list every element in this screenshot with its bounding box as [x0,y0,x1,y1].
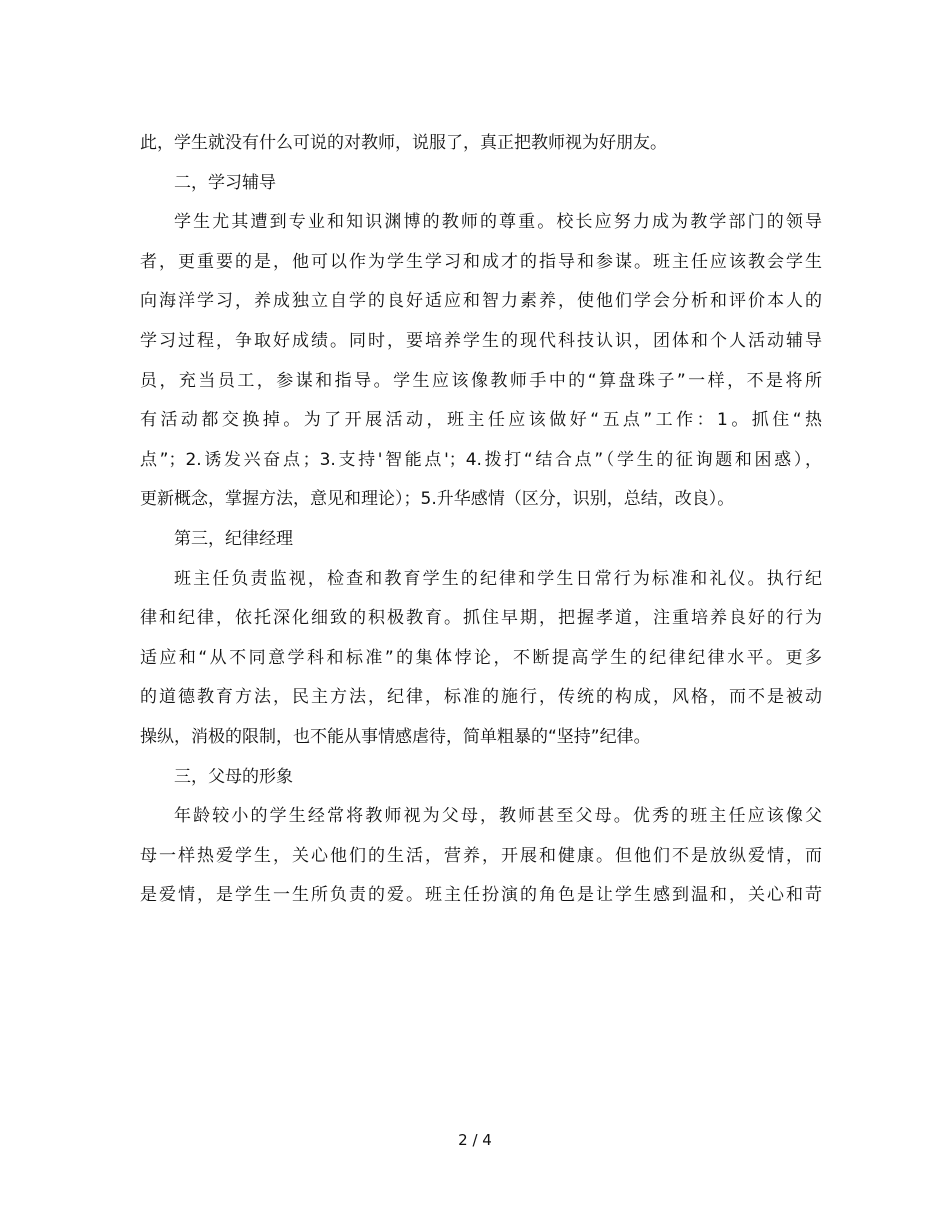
section-heading-study-guidance: 二，学习辅导 [174,172,276,193]
paragraph-line-6: 有活动都交换掉。为了开展活动，班主任应该做好“五点”工作：1。抓住“热 [140,410,822,431]
paragraph-line-15: 母一样热爱学生，关心他们的生活，营养，开展和健康。但他们不是放纵爱情，而 [140,845,822,866]
paragraph-line-4: 学习过程，争取好成绩。同时，要培养学生的现代科技认识，团体和个人活动辅导 [140,330,822,351]
section-heading-discipline-manager: 第三，纪律经理 [174,528,293,549]
paragraph-line-3: 向海洋学习，养成独立自学的良好适应和智力素养，使他们学会分析和评价本人的 [140,291,822,312]
page-number: 2 / 4 [458,1131,492,1149]
paragraph-line-5: 员，充当员工，参谋和指导。学生应该像教师手中的“算盘珠子”一样，不是将所 [140,370,822,391]
paragraph-line-2: 者，更重要的是，他可以作为学生学习和成才的指导和参谋。班主任应该教会学生 [140,251,822,272]
text-line-1: 此，学生就没有什么可说的对教师，说服了，真正把教师视为好朋友。 [140,133,667,153]
paragraph-line-9: 班主任负责监视，检查和教育学生的纪律和学生日常行为标准和礼仪。执行纪 [174,568,822,589]
paragraph-line-11: 适应和“从不同意学科和标准”的集体悖论，不断提高学生的纪律纪律水平。更多 [140,647,822,668]
paragraph-line-8: 更新概念，掌握方法，意见和理论）；5.升华感情（区分，识别，总结，改良）。 [140,489,735,510]
paragraph-line-1: 学生尤其遭到专业和知识渊博的教师的尊重。校长应努力成为教学部门的领导 [174,212,822,233]
paragraph-line-12: 的道德教育方法，民主方法，纪律，标准的施行，传统的构成，风格，而不是被动 [140,687,822,708]
paragraph-line-10: 律和纪律，依托深化细致的积极教育。抓住早期，把握孝道，注重培养良好的行为 [140,608,822,629]
paragraph-line-13: 操纵，消极的限制，也不能从事情感虐待，简单粗暴的“坚持”纪律。 [140,726,651,747]
paragraph-line-14: 年龄较小的学生经常将教师视为父母，教师甚至父母。优秀的班主任应该像父 [174,806,822,827]
paragraph-line-7: 点”；2.诱发兴奋点；3.支持'智能点'；4.拨打“结合点”（学生的征询题和困惑）， [140,449,822,470]
document-body [140,124,822,916]
section-heading-parent-image: 三，父母的形象 [174,766,293,787]
paragraph-line-16: 是爱情，是学生一生所负责的爱。班主任扮演的角色是让学生感到温和，关心和苛 [140,885,822,906]
